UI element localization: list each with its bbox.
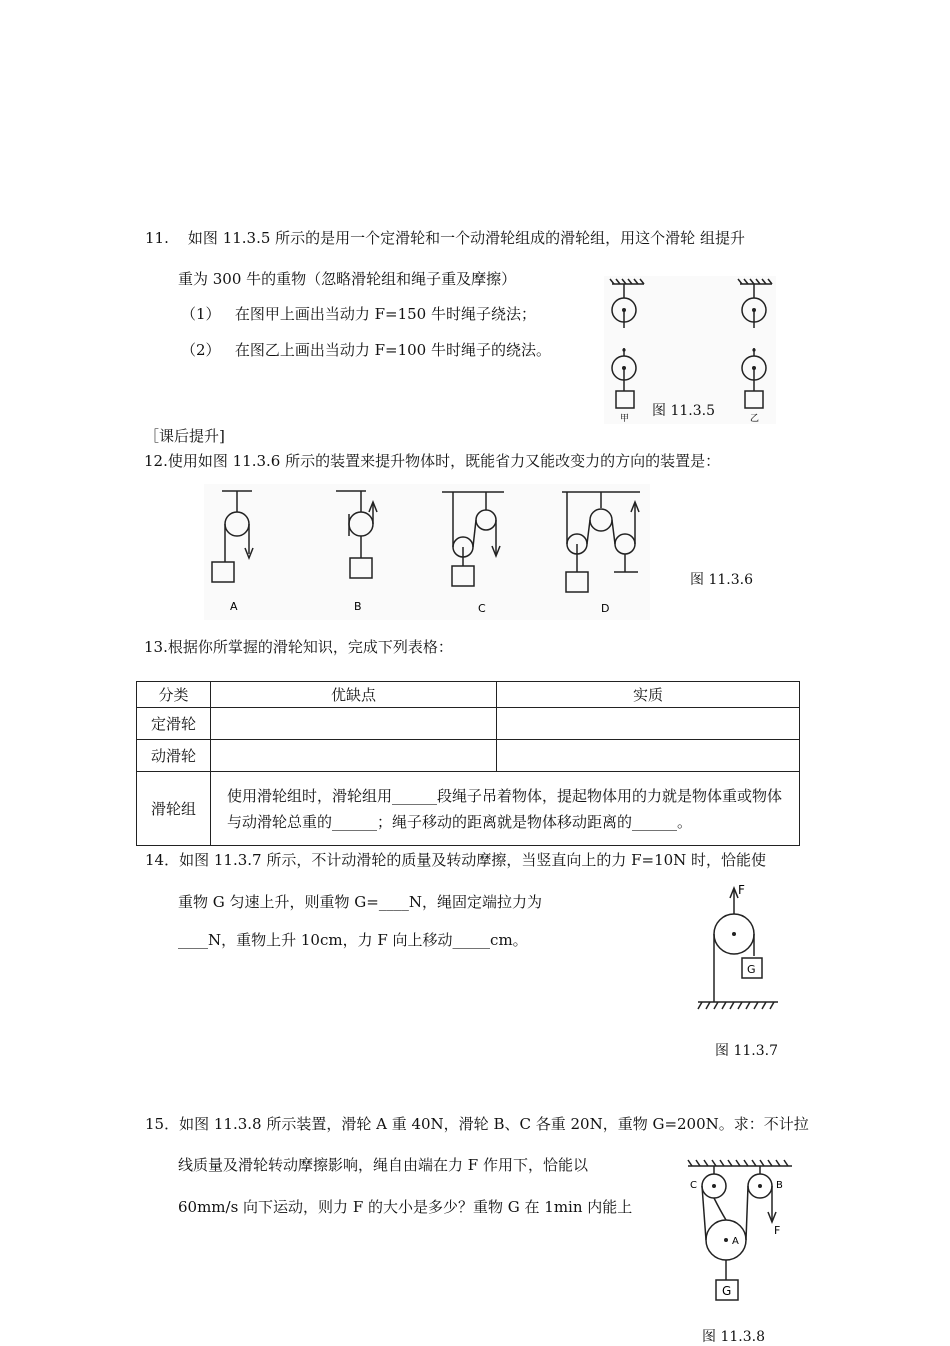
table-row [137,772,800,846]
figure-11-3-8-caption: 图 11.3.8 [702,1329,765,1345]
figure-11-3-7 [692,882,788,1014]
row-pulley-group: 滑轮组 [137,772,211,846]
cell-empty[interactable] [211,740,497,772]
pulley-group-text: 使用滑轮组时，滑轮组用______段绳子吊着物体，提起物体用的力就是物体重或物体与动滑轮总重的______；绳子移动的距离就是物体移动距离的______。 [211,772,800,846]
q11-line1: 11. 如图 11.3.5 所示的是用一个定滑轮和一个动滑轮组成的滑轮组，用这个滑轮 组提升 [145,229,745,247]
q14-line3: ____N，重物上升 10cm，力 F 向上移动_____cm。 [178,931,528,949]
fig-label-jia: 甲 [620,414,630,424]
q15-line2: 线质量及滑轮转动摩擦影响，绳自由端在力 F 作用下，恰能以 [178,1156,588,1174]
q14-line1: 14．如图 11.3.7 所示，不计动滑轮的质量及转动摩擦，当竖直向上的力 F=10N 时，恰能使 [145,851,767,869]
figure-11-3-8 [684,1158,796,1308]
header-essence: 实质 [497,682,800,708]
figure-11-3-7-caption: 图 11.3.7 [715,1043,778,1059]
option-d-label: D [601,602,610,615]
pulley-summary-table [136,681,800,846]
weight-label-g: G [722,1284,732,1298]
q14-line2: 重物 G 匀速上升，则重物 G=____N，绳固定端拉力为 [178,893,542,911]
figure-11-3-6-caption: 图 11.3.6 [690,572,753,588]
cell-empty[interactable] [497,740,800,772]
figure-11-3-6 [204,484,650,620]
q12-text: 12.使用如图 11.3.6 所示的装置来提升物体时，既能省力又能改变力的方向的装置是： [144,452,721,470]
row-movable-pulley: 动滑轮 [137,740,211,772]
q15-line1: 15．如图 11.3.8 所示装置，滑轮 A 重 40N，滑轮 B、C 各重 20N，重物 G=200N。求：不计拉 [145,1115,809,1133]
option-c-label: C [478,602,486,615]
cell-empty[interactable] [497,708,800,740]
q13-text: 13.根据你所掌握的滑轮知识，完成下列表格： [144,638,453,656]
figure-11-3-5-caption: 图 11.3.5 [652,403,715,419]
fig-label-yi: 乙 [750,414,760,424]
table-row [137,740,800,772]
table-row [137,708,800,740]
weight-label-g: G [747,963,756,976]
header-category: 分类 [137,682,211,708]
option-a-label: A [230,600,238,613]
force-label-f: F [738,883,745,897]
header-pros-cons: 优缺点 [211,682,497,708]
pulley-label-c: C [690,1180,697,1191]
row-fixed-pulley: 定滑轮 [137,708,211,740]
option-b-label: B [354,600,362,613]
pulley-label-b: B [776,1180,783,1191]
q15-line3: 60mm/s 向下运动，则力 F 的大小是多少？重物 G 在 1min 内能上 [178,1198,633,1216]
cell-empty[interactable] [211,708,497,740]
pulley-label-a: A [732,1236,739,1247]
q11-line2: 重为 300 牛的重物（忽略滑轮组和绳子重及摩擦） [178,270,517,288]
q11-item1: （1） 在图甲上画出当动力 F=150 牛时绳子绕法； [181,305,536,323]
q11-item2: （2） 在图乙上画出当动力 F=100 牛时绳子的绕法。 [181,341,551,359]
table-header-row [137,682,800,708]
force-label-f: F [774,1224,781,1237]
section-heading: ［课后提升] [144,427,225,445]
